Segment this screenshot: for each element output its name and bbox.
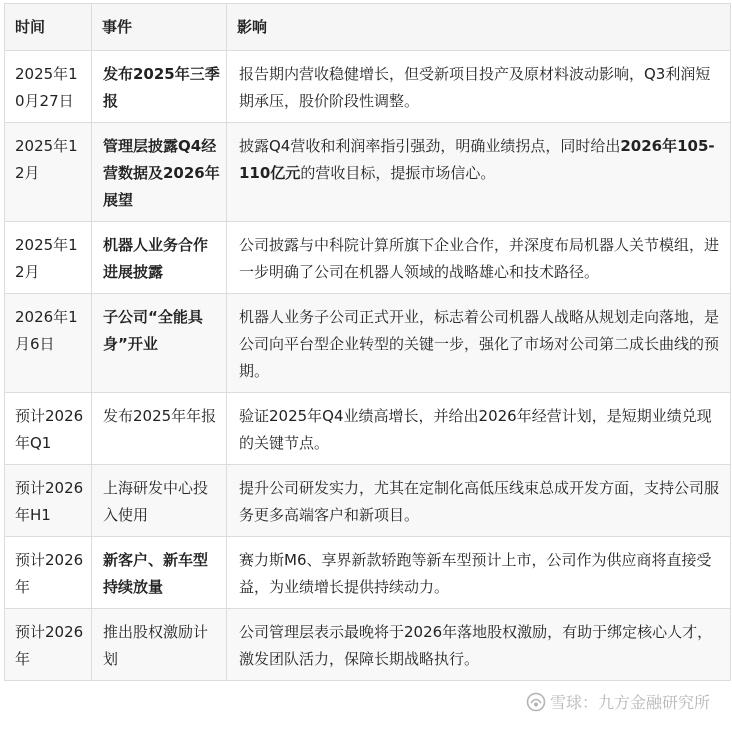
impact-text: 公司披露与中科院计算所旗下企业合作，并深度布局机器人关节模组，进一步明确了公司在机器人领域的战略雄心和技术路径。	[239, 236, 720, 281]
snowball-logo-icon	[526, 692, 546, 712]
watermark-text: 雪球：九方金融研究所	[549, 693, 710, 712]
table-row	[5, 51, 731, 123]
impact-text: 报告期内营收稳健增长，但受新项目投产及原材料波动影响，Q3利润短期承压，股价阶段性调整。	[239, 65, 711, 110]
header-time: 时间	[5, 4, 92, 51]
cell-date: 预计2026年	[5, 609, 92, 681]
header-event: 事件	[92, 4, 227, 51]
table-header-row	[5, 4, 731, 51]
cell-impact	[227, 123, 731, 222]
cell-date: 2025年12月	[5, 123, 92, 222]
impact-text: 提升公司研发实力，尤其在定制化高低压线束总成开发方面，支持公司服务更多高端客户和新项目。	[239, 479, 720, 524]
impact-text: 公司管理层表示最晚将于2026年落地股权激励，有助于绑定核心人才，激发团队活力，保障长期战略执行。	[239, 623, 713, 668]
cell-impact	[227, 537, 731, 609]
table-row	[5, 609, 731, 681]
table-row	[5, 465, 731, 537]
table-row	[5, 222, 731, 294]
cell-date: 预计2026年	[5, 537, 92, 609]
table-row	[5, 123, 731, 222]
watermark	[526, 690, 710, 713]
events-table	[4, 3, 731, 681]
impact-text: 赛力斯M6、享界新款轿跑等新车型预计上市，公司作为供应商将直接受益，为业绩增长提供持续动力。	[239, 551, 712, 596]
impact-text: 机器人业务子公司正式开业，标志着公司机器人战略从规划走向落地，是公司向平台型企业转型的关键一步，强化了市场对公司第二成长曲线的预期。	[239, 308, 720, 380]
impact-text: 披露Q4营收和利润率指引强劲，明确业绩拐点，同时给出	[239, 137, 621, 155]
cell-impact	[227, 393, 731, 465]
cell-event: 新客户、新车型持续放量	[92, 537, 227, 609]
cell-impact	[227, 51, 731, 123]
cell-impact	[227, 222, 731, 294]
cell-date: 预计2026年Q1	[5, 393, 92, 465]
cell-event: 上海研发中心投入使用	[92, 465, 227, 537]
header-impact: 影响	[227, 4, 731, 51]
cell-event: 管理层披露Q4经营数据及2026年展望	[92, 123, 227, 222]
cell-date: 2025年12月	[5, 222, 92, 294]
cell-impact	[227, 294, 731, 393]
impact-text: 的营收目标，提振市场信心。	[300, 164, 496, 182]
cell-event: 发布2025年三季报	[92, 51, 227, 123]
cell-date: 2025年10月27日	[5, 51, 92, 123]
impact-bold-text: 2026年105-110亿元	[239, 137, 715, 182]
cell-impact	[227, 609, 731, 681]
cell-event: 发布2025年年报	[92, 393, 227, 465]
impact-text: 验证2025年Q4业绩高增长，并给出2026年经营计划，是短期业绩兑现的关键节点。	[239, 407, 712, 452]
cell-impact	[227, 465, 731, 537]
table-row	[5, 393, 731, 465]
cell-date: 2026年1月6日	[5, 294, 92, 393]
cell-event: 子公司“全能具身”开业	[92, 294, 227, 393]
cell-event: 机器人业务合作进展披露	[92, 222, 227, 294]
cell-event: 推出股权激励计划	[92, 609, 227, 681]
table-row	[5, 537, 731, 609]
cell-date: 预计2026年H1	[5, 465, 92, 537]
table-row	[5, 294, 731, 393]
